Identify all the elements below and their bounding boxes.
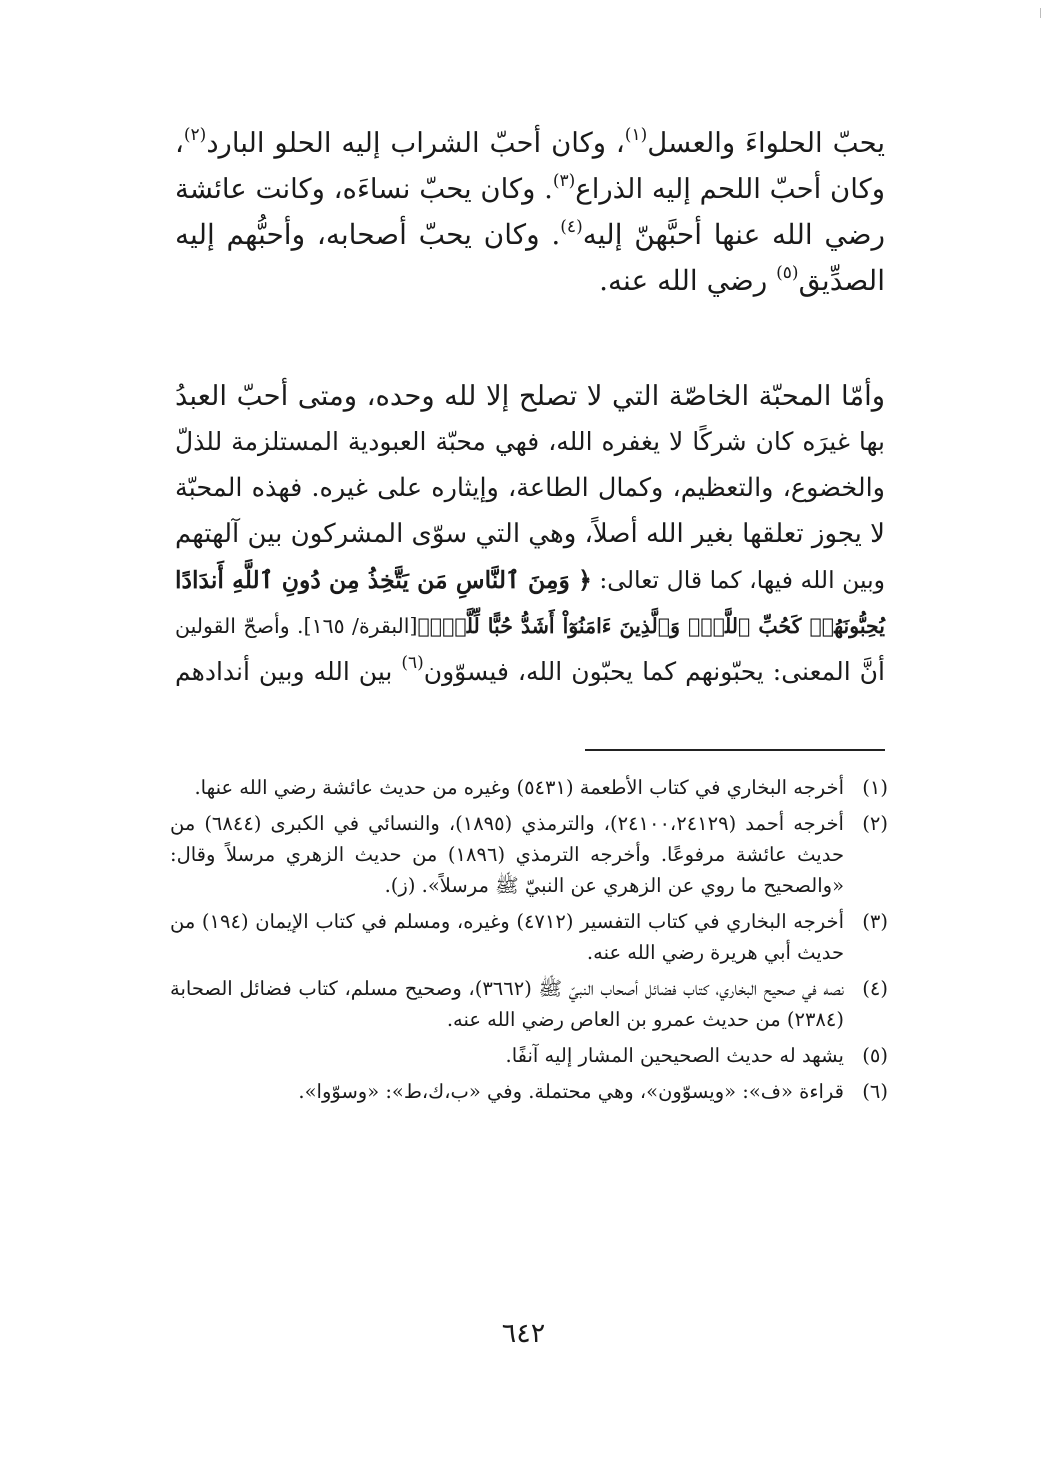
text-line: يحبّ الحلواءَ والعسل$^{(١)}$، وكان أحبّ الشراب إليه الحلو البارد$^{(٢)}$، [175,125,885,159]
scan-mark [1040,8,1041,18]
footnote-text: أخرجه البخاري في كتاب التفسير (٤٧١٢) وغيره، ومسلم في كتاب الإيمان (١٩٤) من حديث أبي هريرة رضي الله عنه. [170,910,844,964]
footnote-number: (١) [862,776,888,799]
footnotes [170,772,888,1112]
footnote [170,1076,888,1107]
text-line [175,603,885,649]
footnote [170,808,888,901]
footnote-ref[interactable]: (٣) [552,171,576,191]
text-line: وأمّا المحبّة الخاصّة التي لا تصلح إلا لله وحده، ومتى أحبّ العبدُ [175,380,885,412]
footnote-number: (٣) [862,910,888,933]
footnote [170,772,888,803]
text-line: وكان أحبّ اللحم إليه الذراع$^{(٣)}$. وكان يحبّ نساءَه، وكانت عائشة [175,171,885,205]
footnote-number: (٥) [862,1044,888,1067]
footnote-number: (٤) [862,977,888,1000]
footnote-text: قراءة «ف»: «ويسوّون»، وهي محتملة. وفي «ب،ك،ط»: «وسوّوا». [298,1080,844,1103]
text-line: والخضوع، والتعظيم، وكمال الطاعة، وإيثاره على غيره. فهذه المحبّة [175,473,885,503]
paragraph-1 [175,120,885,304]
text-line: أنَّ المعنى: يحبّونهم كما يحبّون الله، فيسوّون$^{(٦)}$ بين الله وبين أندادهم [175,653,885,686]
footnote-text: أخرجه أحمد (٢٤١٠٠،٢٤١٢٩)، والترمذي (١٨٩٥)، والنسائي في الكبرى (٦٨٤٤) من حديث عائشة مرفوعًا. وأخرجه الترمذي (١٨٩٦) من حديث الزهري مرسلاً وقال: «والصحيح ما روي عن الزهري عن النبيّ ﷺ مرسلاً». (ز). [170,812,845,897]
text-line: بها غيرَه كان شركًا لا يغفره الله، فهي محبّة العبودية المستلزمة للذلّ [175,427,885,456]
footnote [170,1040,888,1071]
footnote-text: يشهد له حديث الصحيحين المشار إليه آنفًا. [505,1044,844,1067]
footnote-ref[interactable]: (٥) [776,263,799,283]
text-line: وبين الله فيها، كما قال تعالى: ﴿ وَمِنَ ٱلنَّاسِ مَن يَتَّخِذُ مِن دُونِ ٱللَّهِ أَندَادًا [175,566,886,594]
footnote [170,906,888,968]
footnote-number: (٢) [862,812,888,835]
quran-verse: ﴿ وَمِنَ ٱلنَّاسِ مَن يَتَّخِذُ مِن دُونِ ٱللَّهِ أَندَادًا [175,566,592,594]
footnote-ref[interactable]: (٤) [560,217,583,237]
footnote [170,973,888,1035]
footnote-text: أخرجه البخاري في كتاب الأطعمة (٥٤٣١) وغيره من حديث عائشة رضي الله عنها. [194,776,844,799]
footnote-ref[interactable]: (٢) [183,125,207,145]
text-line: لا يجوز تعلقها بغير الله أصلاً، وهي التي سوّى المشركون بين آلهتهم [175,519,885,549]
footnote-separator [585,749,885,751]
footnote-ref[interactable]: (٦) [401,653,424,673]
quran-verse: يُحِبُّونَهُمۡ كَحُبِّ ٱللَّهِۖ وَٱلَّذِينَ ءَامَنُوٓاْ أَشَدُّ حُبًّا لِّلَّهِۗ﴾ [417,614,885,638]
footnote-text: نصه في صحيح البخاري، كتاب فضائل أصحاب النبيّ ﷺ (٣٦٦٢)، وصحيح مسلم، كتاب فضائل الصحابة (٢٣٨٤) من حديث عمرو بن العاص رضي الله عنه. [170,977,844,1031]
text-line: رضي الله عنها أحبَّهنّ إليه$^{(٤)}$. وكان يحبّ أصحابه، وأحبُّهم إليه [175,217,886,251]
paragraph-2 [175,373,885,695]
text-line: الصدِّيق$^{(٥)}$ رضي الله عنه. [599,263,885,297]
verse-citation: [البقرة/ ١٦٥]. وأصحّ القولين [175,614,418,638]
footnote-ref[interactable]: (١) [624,125,648,145]
footnote-number: (٦) [862,1080,888,1103]
page-number: ٦٤٢ [501,1318,546,1349]
